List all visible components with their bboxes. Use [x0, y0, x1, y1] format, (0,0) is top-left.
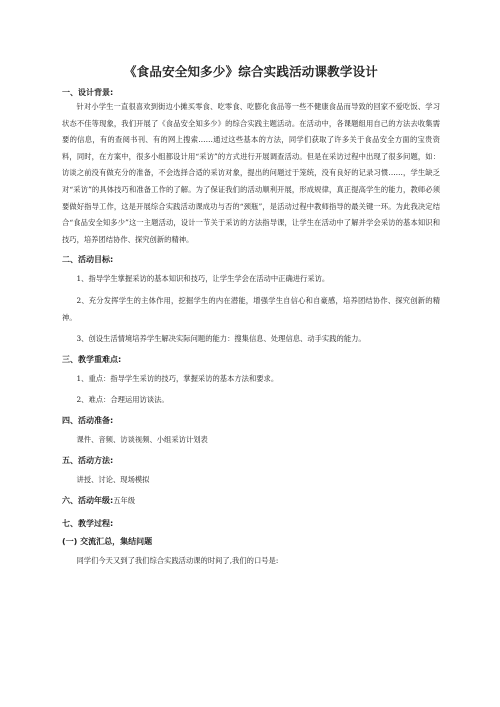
section-heading-methods: 五、活动方法: [62, 455, 114, 465]
document-title: 《食品安全知多少》综合实践活动课教学设计 [123, 64, 378, 79]
section-grade [62, 493, 440, 512]
section-preparation [62, 414, 440, 449]
methods-text: 讲授、讨论、现场模拟 [76, 474, 150, 484]
section-heading-goals: 二、活动目标: [62, 255, 114, 265]
key-point-item: 2、难点：合理运用访谈法。 [76, 395, 169, 405]
preparation-text: 课件、音频、访谈视频、小组采访计划表 [76, 434, 208, 444]
goal-item: 1、指导学生掌握采访的基本知识和技巧，让学生学会在活动中正确进行采访。 [76, 274, 330, 284]
section-key-points [62, 353, 440, 409]
document-page [62, 62, 440, 569]
section-goals [62, 253, 440, 347]
goal-item: 3、创设生活情境培养学生解决实际问题的能力：搜集信息、处理信息、动手实践的能力。 [76, 334, 366, 344]
section-heading-key-points: 三、教学重难点: [62, 354, 122, 364]
key-point-item: 1、重点：指导学生采访的技巧，掌握采访的基本方法和要求。 [76, 373, 279, 383]
section-methods [62, 454, 440, 489]
process-text: 同学们今天又到了我们综合实践活动课的时间了,我们的口号是: [76, 555, 279, 565]
section-process [62, 517, 440, 570]
section-background [62, 86, 440, 248]
section-heading-process: 七、教学过程: [62, 518, 114, 528]
process-sub-heading: (一) 交流汇总，集结问题 [62, 536, 153, 546]
section-heading-grade: 六、活动年级: [62, 496, 114, 506]
section-heading-background: 一、设计背景: [62, 88, 114, 97]
goal-item: 2、充分发挥学生的主体作用，挖掘学生的内在潜能，增强学生自信心和自豪感，培养团结协作、探究创新的精神。 [62, 295, 440, 322]
section-heading-preparation: 四、活动准备: [62, 415, 114, 425]
grade-value: 五年级 [113, 496, 136, 506]
background-paragraph: 针对小学生一直很喜欢到街边小摊买零食、吃零食、吃膨化食品等一些不健康食品而导致的回家不爱吃饭、学习状态不佳等现象，我们开展了《食品安全知多少》的综合实践主题活动。在活动中，各课题组用自己的方法去收集需要的信息，有的查阅书刊、有的网上搜索……通过这些基本的方法，同学们获取了许多关于食品安全方面的宝贵资料，同时，在方案中，很多小组都设计用“采访”的方式进行开展调查活动。但是在采访过程中出现了很多问题，如：访谈之前没有做充分的准备，不会选择合适的采访对象，提出的问题过于笼统，没有良好的记录习惯……，学生缺乏对“采访”的具体技巧和准备工作的了解。为了保证我们的活动顺利开展，形成规律，真正提高学生的能力，教师必须要做好指导工作，这是开展综合实践活动课成功与否的“颈瓶”，是活动过程中教师指导的最关键一环。为此我决定结合“食品安全知多少”这一主题活动，设计一节关于采访的方法指导课，让学生在活动中了解并学会采访的基本知识和技巧，培养团结协作、探究创新的精神。 [62, 102, 440, 244]
